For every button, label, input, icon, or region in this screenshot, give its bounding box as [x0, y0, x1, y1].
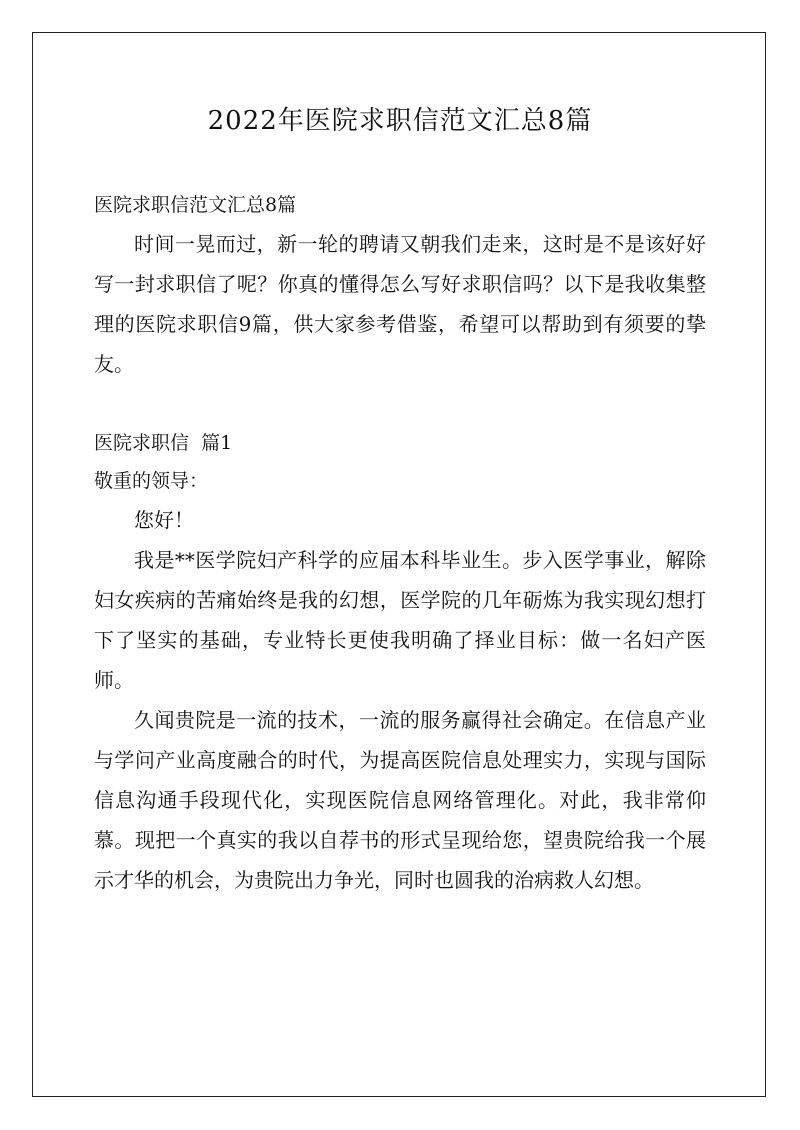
document-body: [94, 186, 706, 900]
intro-paragraph: 时间一晃而过，新一轮的聘请又朝我们走来，这时是不是该好好写一封求职信了呢？你真的懂得怎么写好求职信吗？以下是我收集整理的医院求职信9篇，供大家参考借鉴，希望可以帮助到有须要的挚友。: [94, 232, 706, 376]
body-paragraph-2: 久闻贵院是一流的技术，一流的服务赢得社会确定。在信息产业与学问产业高度融合的时代，为提高医院信息处理实力，实现与国际信息沟通手段现代化，实现医院信息网络管理化。对此，我非常仰慕。现把一个真实的我以自荐书的形式呈现给您，望贵院给我一个展示才华的机会，为贵院出力争光，同时也圆我的治病救人幻想。: [94, 708, 706, 892]
document-subtitle: 医院求职信范文汇总8篇: [94, 194, 297, 216]
salutation: 敬重的领导：: [94, 470, 209, 492]
blank-line: [94, 384, 706, 424]
section-heading: 医院求职信 篇1: [94, 432, 233, 454]
greeting: 您好！: [134, 508, 194, 532]
document-title: 2022年医院求职信范文汇总8篇: [207, 106, 593, 136]
body-paragraph-1: 我是**医学院妇产科学的应届本科毕业生。步入医学事业，解除妇女疾病的苦痛始终是我的幻想，医学院的几年砺炼为我实现幻想打下了坚实的基础，专业特长更使我明确了择业目标：做一名妇产医师。: [94, 548, 706, 692]
